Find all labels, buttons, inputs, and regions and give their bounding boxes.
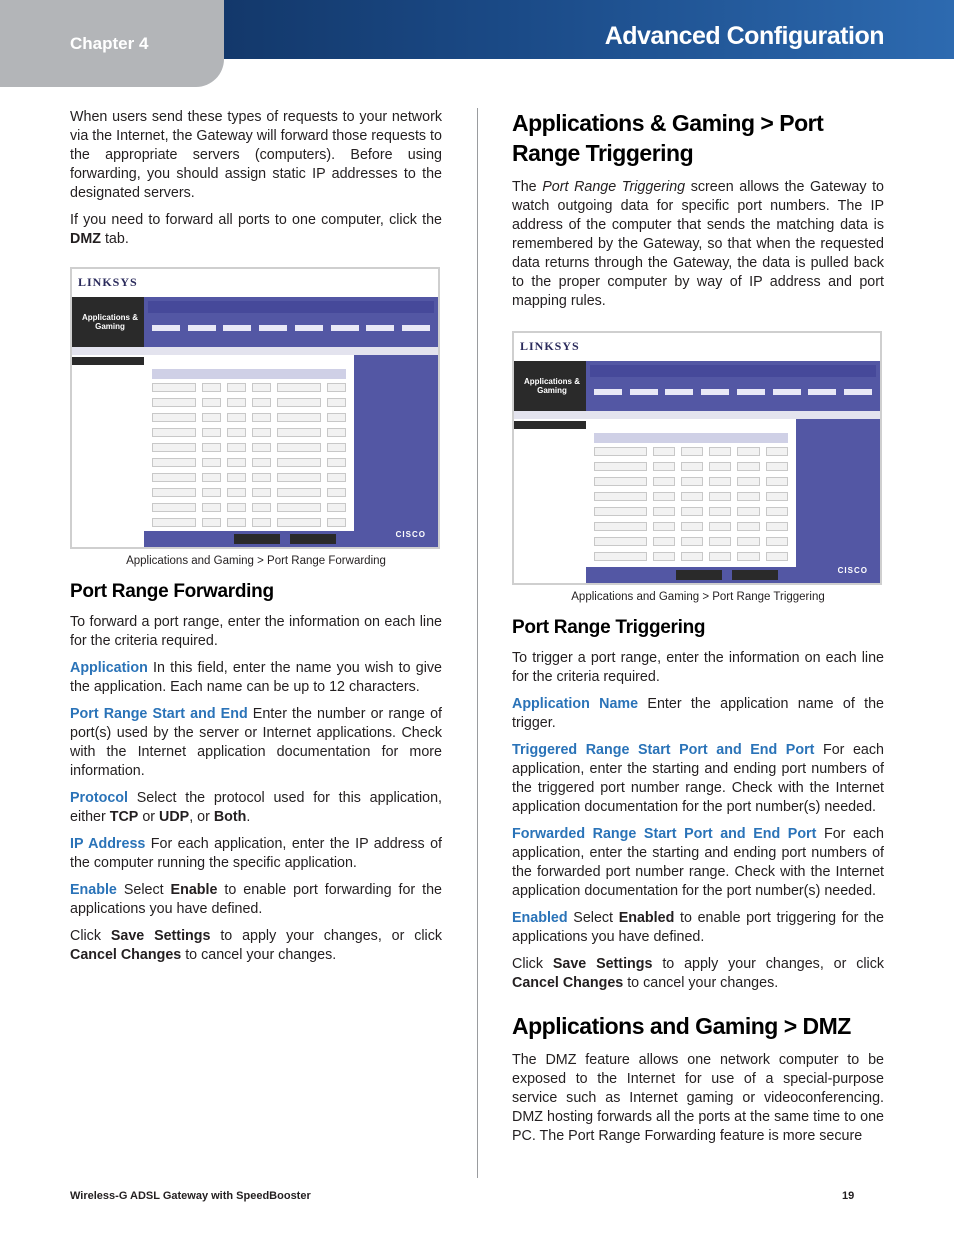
port-range-forwarding-screenshot bbox=[70, 267, 440, 549]
page-number: 19 bbox=[842, 1190, 855, 1202]
definition-application-name: Application Name Enter the application name of the trigger. bbox=[512, 696, 884, 731]
main-heading: Applications & Gaming > Port Range Triggering bbox=[512, 110, 824, 166]
section-heading: Port Range Forwarding bbox=[70, 581, 274, 602]
definition-forwarded-range: Forwarded Range Start Port and End Port For each application, enter the starting and ending port numbers of the forwarded port number range. Check with the Internet application documentation for the port number(s) needed. bbox=[512, 826, 884, 899]
chapter-label: Chapter 4 bbox=[70, 34, 149, 53]
right-column bbox=[512, 108, 884, 1154]
port-range-triggering-screenshot bbox=[512, 331, 882, 585]
definition-enable: Enable Select Enable to enable port forwarding for the applications you have defined. bbox=[70, 882, 442, 917]
dmz-hint-paragraph: If you need to forward all ports to one computer, click the DMZ tab. bbox=[70, 212, 442, 247]
intro-paragraph: The Port Range Triggering screen allows the Gateway to watch outgoing data for specific port numbers. The IP address of the computer that sends the matching data is remembered by the Gateway, so that when the requested data returns through the Gateway, the data is pulled back to the proper computer by way of IP address and port mapping rules. bbox=[512, 179, 885, 309]
definition-triggered-range: Triggered Range Start Port and End Port For each application, enter the starting and ending port numbers of the triggered port number range. Check with the Internet application documentation for the port number(s) needed. bbox=[512, 742, 884, 815]
lead-paragraph: To forward a port range, enter the information on each line for the criteria required. bbox=[70, 614, 442, 649]
figure-caption: Applications and Gaming > Port Range Forwarding bbox=[126, 555, 386, 567]
screenshot-section-label: Applications & Gaming bbox=[523, 377, 580, 395]
definition-port-range: Port Range Start and End Enter the number or range of port(s) used by the server or Internet applications. Check with the Internet application documentation for more information. bbox=[70, 706, 443, 779]
footer-product-name: Wireless-G ADSL Gateway with SpeedBooster bbox=[70, 1190, 311, 1202]
definition-application: Application In this field, enter the name you wish to give the application. Each name can be up to 12 characters. bbox=[70, 660, 442, 695]
dmz-paragraph: The DMZ feature allows one network computer to be exposed to the Internet for use of a special-purpose service such as Internet gaming or videoconferencing. DMZ hosting forwards all the ports at the same time to one PC. The Port Range Forwarding feature is more secure bbox=[512, 1052, 884, 1144]
definition-ip-address: IP Address For each application, enter the IP address of the computer running the specific application. bbox=[70, 836, 442, 871]
column-divider bbox=[477, 108, 478, 1178]
dmz-heading: Applications and Gaming > DMZ bbox=[512, 1013, 851, 1039]
cisco-logo: CISCO bbox=[395, 530, 426, 539]
left-column bbox=[70, 108, 442, 973]
save-instruction: Click Save Settings to apply your changes, or click Cancel Changes to cancel your changes. bbox=[70, 928, 442, 963]
definition-protocol: Protocol Select the protocol used for this application, either TCP or UDP, or Both. bbox=[70, 790, 442, 825]
definition-enabled: Enabled Select Enabled to enable port triggering for the applications you have defined. bbox=[512, 910, 884, 945]
figure-caption: Applications and Gaming > Port Range Triggering bbox=[571, 591, 825, 603]
save-instruction: Click Save Settings to apply your changes, or click Cancel Changes to cancel your changes. bbox=[512, 956, 884, 991]
linksys-logo: LINKSYS bbox=[520, 339, 580, 353]
document-title: Advanced Configuration bbox=[604, 22, 884, 50]
intro-paragraph: When users send these types of requests to your network via the Internet, the Gateway will forward those requests to the appropriate servers (computers). Before using forwarding, you should assign static IP addresses to the designated servers. bbox=[70, 109, 442, 201]
section-heading: Port Range Triggering bbox=[512, 617, 706, 638]
screenshot-section-label: Applications & Gaming bbox=[81, 313, 138, 331]
lead-paragraph: To trigger a port range, enter the information on each line for the criteria required. bbox=[512, 650, 884, 685]
cisco-logo: CISCO bbox=[837, 566, 868, 575]
linksys-logo: LINKSYS bbox=[78, 275, 138, 289]
